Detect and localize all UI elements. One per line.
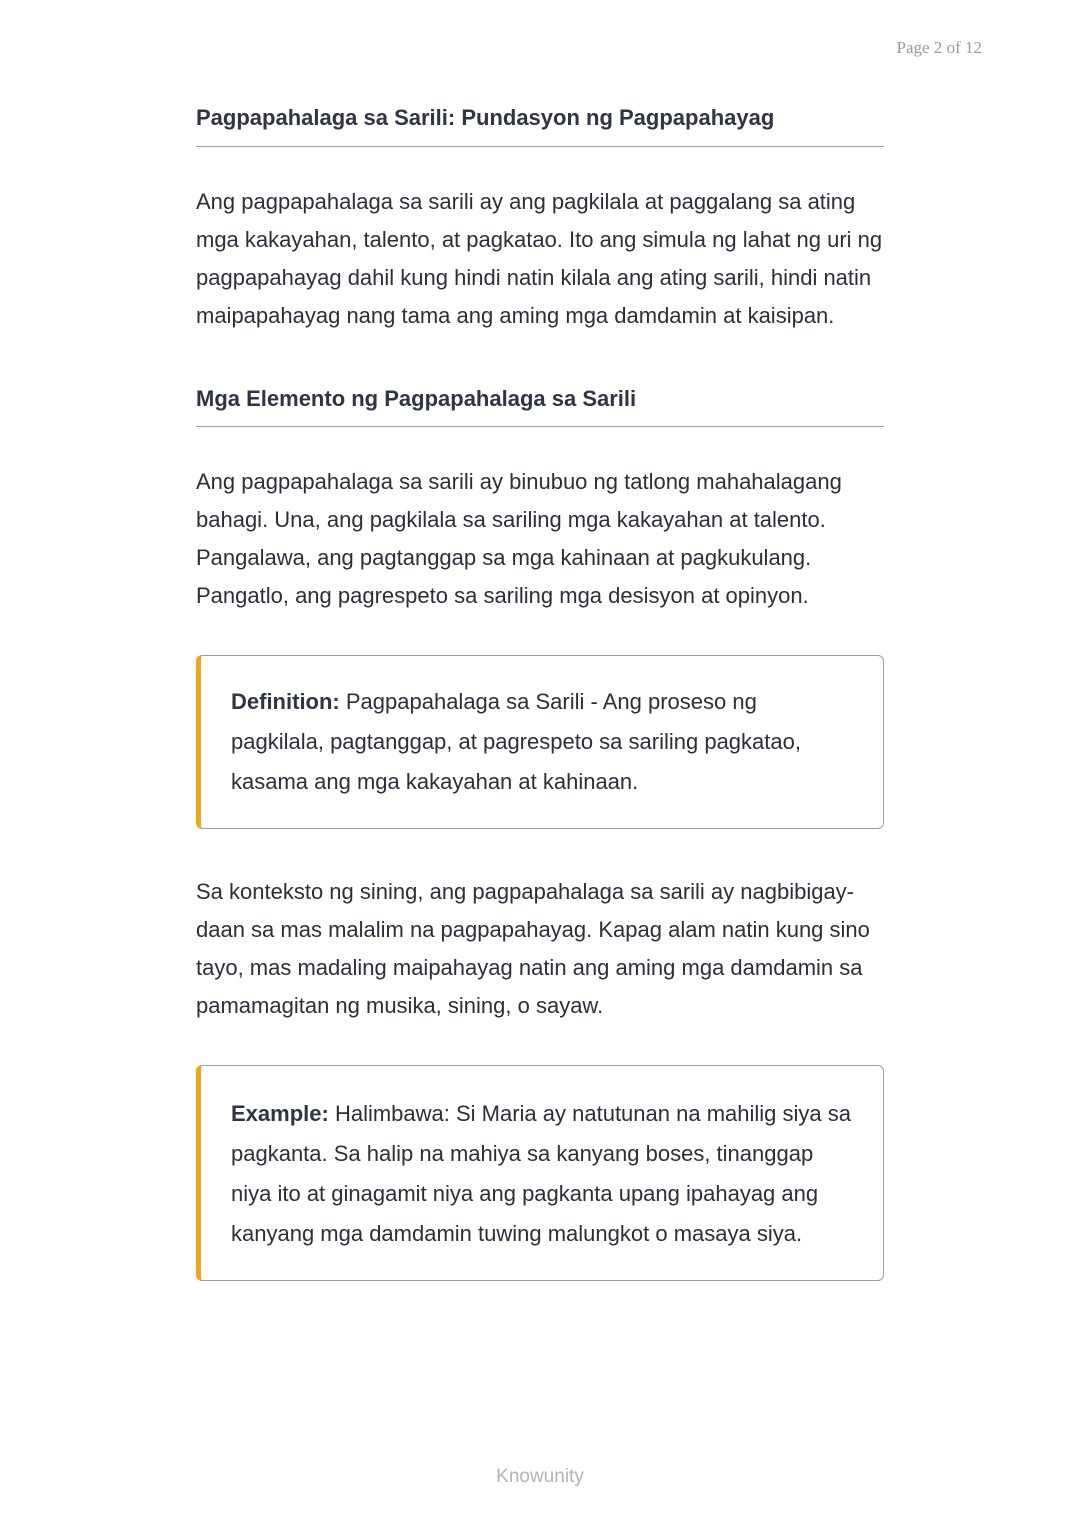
definition-text: Pagpapahalaga sa Sarili - Ang proseso ng pagkilala, pagtanggap, at pagrespeto sa sariling pagkatao, kasama ang mga kakayahan at kahinaan. [231, 689, 801, 794]
document-content [196, 100, 884, 1281]
example-callout [196, 1065, 884, 1281]
page-number: Page 2 of 12 [896, 38, 982, 57]
elements-paragraph: Ang pagpapahalaga sa sarili ay binubuo ng tatlong mahahalagang bahagi. Una, ang pagkilala sa sariling mga kakayahan at talento. Pangalawa, ang pagtanggap sa mga kahinaan at pagkukulang. Pangatlo, ang pagrespeto sa sariling mga desisyon at opinyon. [196, 469, 842, 608]
definition-label: Definition: [231, 689, 340, 714]
example-text: Halimbawa: Si Maria ay natutunan na mahilig siya sa pagkanta. Sa halip na mahiya sa kanyang boses, tinanggap niya ito at ginagamit niya ang pagkanta upang ipahayag ang kanyang mga damdamin tuwing malungkot o masaya siya. [231, 1101, 851, 1246]
intro-paragraph: Ang pagpapahalaga sa sarili ay ang pagkilala at paggalang sa ating mga kakayahan, talento, at pagkatao. Ito ang simula ng lahat ng uri ng pagpapahayag dahil kung hindi natin kilala ang ating sarili, hindi natin maipapahayag nang tama ang aming mga damdamin at kaisipan. [196, 188, 883, 328]
definition-callout [196, 655, 884, 829]
section-heading-elements: Mga Elemento ng Pagpapahalaga sa Sarili [196, 385, 884, 428]
example-label: Example: [231, 1101, 329, 1126]
context-paragraph: Sa konteksto ng sining, ang pagpapahalaga sa sarili ay nagbibigay-daan sa mas malalim na pagpapahayag. Kapag alam natin kung sino tayo, mas madaling maipahayag natin ang aming mga damdamin sa pamamagitan ng musika, sining, o sayaw. [196, 879, 870, 1018]
footer-brand: Knowunity [496, 1466, 584, 1487]
section-heading-main: Pagpapahalaga sa Sarili: Pundasyon ng Pagpapahayag [196, 104, 884, 147]
